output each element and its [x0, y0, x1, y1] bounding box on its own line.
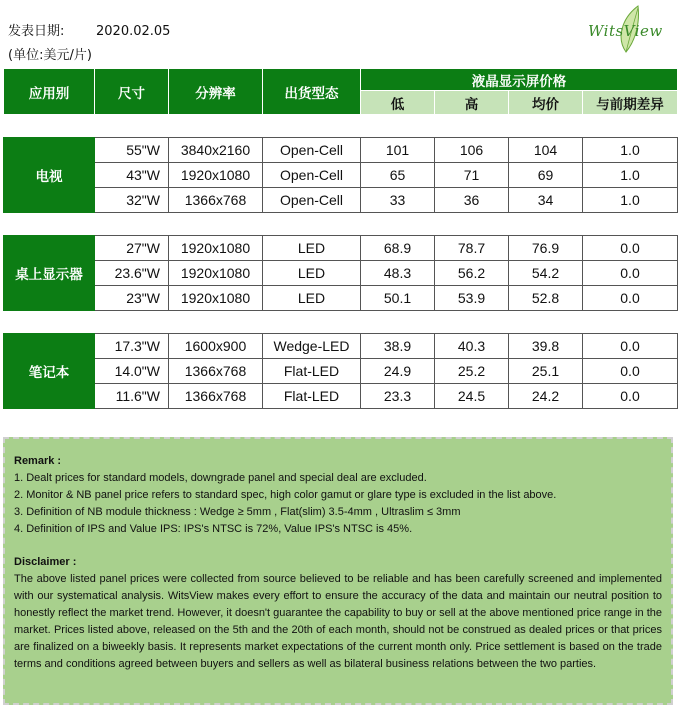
diff-cell: 0.0 — [583, 334, 678, 359]
col-resolution: 分辨率 — [169, 69, 263, 115]
type-cell: LED — [263, 286, 361, 311]
notes-box — [3, 437, 673, 705]
col-low: 低 — [361, 91, 435, 115]
resolution-cell: 1920x1080 — [169, 163, 263, 188]
high-cell: 24.5 — [435, 384, 509, 409]
table-row — [4, 188, 678, 213]
high-cell: 40.3 — [435, 334, 509, 359]
group-spacer — [4, 311, 678, 334]
date-row — [8, 20, 170, 44]
high-cell: 25.2 — [435, 359, 509, 384]
low-cell: 65 — [361, 163, 435, 188]
high-cell: 56.2 — [435, 261, 509, 286]
type-cell: LED — [263, 261, 361, 286]
resolution-cell: 1366x768 — [169, 359, 263, 384]
col-diff: 与前期差异 — [583, 91, 678, 115]
resolution-cell: 1920x1080 — [169, 236, 263, 261]
type-cell: Open-Cell — [263, 188, 361, 213]
type-cell: LED — [263, 236, 361, 261]
size-cell: 14.0"W — [95, 359, 169, 384]
avg-cell: 104 — [509, 138, 583, 163]
diff-cell: 1.0 — [583, 163, 678, 188]
size-cell: 32"W — [95, 188, 169, 213]
diff-cell: 0.0 — [583, 359, 678, 384]
avg-cell: 54.2 — [509, 261, 583, 286]
remark-item: 3. Definition of NB module thickness : Wedge ≥ 5mm , Flat(slim) 3.5-4mm , Ultraslim ≤ 3mm — [14, 506, 461, 518]
avg-cell: 25.1 — [509, 359, 583, 384]
size-cell: 55"W — [95, 138, 169, 163]
diff-cell: 0.0 — [583, 286, 678, 311]
table-row — [4, 261, 678, 286]
avg-cell: 69 — [509, 163, 583, 188]
table-row — [4, 163, 678, 188]
col-application: 应用别 — [4, 69, 95, 115]
table-row — [4, 236, 678, 261]
resolution-cell: 1366x768 — [169, 188, 263, 213]
col-size: 尺寸 — [95, 69, 169, 115]
disclaimer-title: Disclaimer : — [14, 556, 77, 568]
table-row — [4, 334, 678, 359]
logo-text: WitsView — [588, 22, 663, 40]
high-cell: 53.9 — [435, 286, 509, 311]
price-table — [3, 68, 678, 409]
diff-cell: 1.0 — [583, 188, 678, 213]
resolution-cell: 1366x768 — [169, 384, 263, 409]
low-cell: 24.9 — [361, 359, 435, 384]
size-cell: 23"W — [95, 286, 169, 311]
col-price-group: 液晶显示屏价格 — [361, 69, 678, 91]
diff-cell: 0.0 — [583, 236, 678, 261]
date-value: 2020.02.05 — [96, 24, 171, 39]
avg-cell: 34 — [509, 188, 583, 213]
resolution-cell: 1920x1080 — [169, 286, 263, 311]
date-label: 发表日期: — [8, 24, 65, 39]
type-cell: Flat-LED — [263, 359, 361, 384]
size-cell: 23.6"W — [95, 261, 169, 286]
size-cell: 27"W — [95, 236, 169, 261]
remark-item: 2. Monitor & NB panel price refers to standard spec, high color gamut or glare type is excluded in the list above. — [14, 489, 557, 501]
low-cell: 33 — [361, 188, 435, 213]
resolution-cell: 3840x2160 — [169, 138, 263, 163]
avg-cell: 24.2 — [509, 384, 583, 409]
avg-cell: 76.9 — [509, 236, 583, 261]
low-cell: 68.9 — [361, 236, 435, 261]
high-cell: 36 — [435, 188, 509, 213]
type-cell: Open-Cell — [263, 163, 361, 188]
unit-label: (单位:美元/片) — [8, 48, 92, 63]
avg-cell: 39.8 — [509, 334, 583, 359]
group-spacer — [4, 213, 678, 236]
col-avg: 均价 — [509, 91, 583, 115]
avg-cell: 52.8 — [509, 286, 583, 311]
low-cell: 50.1 — [361, 286, 435, 311]
report-header — [8, 20, 170, 68]
low-cell: 101 — [361, 138, 435, 163]
low-cell: 23.3 — [361, 384, 435, 409]
table-row — [4, 359, 678, 384]
group-spacer — [4, 115, 678, 138]
size-cell: 43"W — [95, 163, 169, 188]
type-cell: Flat-LED — [263, 384, 361, 409]
low-cell: 48.3 — [361, 261, 435, 286]
col-shipment-type: 出货型态 — [263, 69, 361, 115]
table-row — [4, 138, 678, 163]
diff-cell: 0.0 — [583, 261, 678, 286]
remark-title: Remark : — [14, 455, 62, 467]
high-cell: 78.7 — [435, 236, 509, 261]
high-cell: 71 — [435, 163, 509, 188]
high-cell: 106 — [435, 138, 509, 163]
resolution-cell: 1920x1080 — [169, 261, 263, 286]
resolution-cell: 1600x900 — [169, 334, 263, 359]
witsview-logo — [586, 4, 668, 58]
size-cell: 17.3"W — [95, 334, 169, 359]
category-cell: 笔记本 — [4, 334, 95, 409]
category-cell: 电视 — [4, 138, 95, 213]
table-row — [4, 286, 678, 311]
category-cell: 桌上显示器 — [4, 236, 95, 311]
type-cell: Open-Cell — [263, 138, 361, 163]
remark-item: 4. Definition of IPS and Value IPS: IPS's NTSC is 72%, Value IPS's NTSC is 45%. — [14, 523, 413, 535]
type-cell: Wedge-LED — [263, 334, 361, 359]
low-cell: 38.9 — [361, 334, 435, 359]
size-cell: 11.6"W — [95, 384, 169, 409]
diff-cell: 0.0 — [583, 384, 678, 409]
col-high: 高 — [435, 91, 509, 115]
table-row — [4, 384, 678, 409]
remark-item: 1. Dealt prices for standard models, downgrade panel and special deal are excluded. — [14, 472, 427, 484]
diff-cell: 1.0 — [583, 138, 678, 163]
disclaimer-text: The above listed panel prices were collected from source believed to be reliable and has been carefully screened and implemented with our systematical analysis. WitsView makes every effort to ensure the accuracy of the data and maintain our neutral position to honestly reflect the market trend. However, it doesn't guarantee the capability to buy or sell at the above mentioned price range in the market. Prices listed above, released on the 5th and the 20th of each month, should not be construed as dealed prices or that prices are finalized on a biweekly basis. It represents market expectations of the current month only. Price settlement is based on the trade terms and conditions agreed between buyers and sellers as well as bilateral business relations between the two parties. — [14, 573, 662, 670]
